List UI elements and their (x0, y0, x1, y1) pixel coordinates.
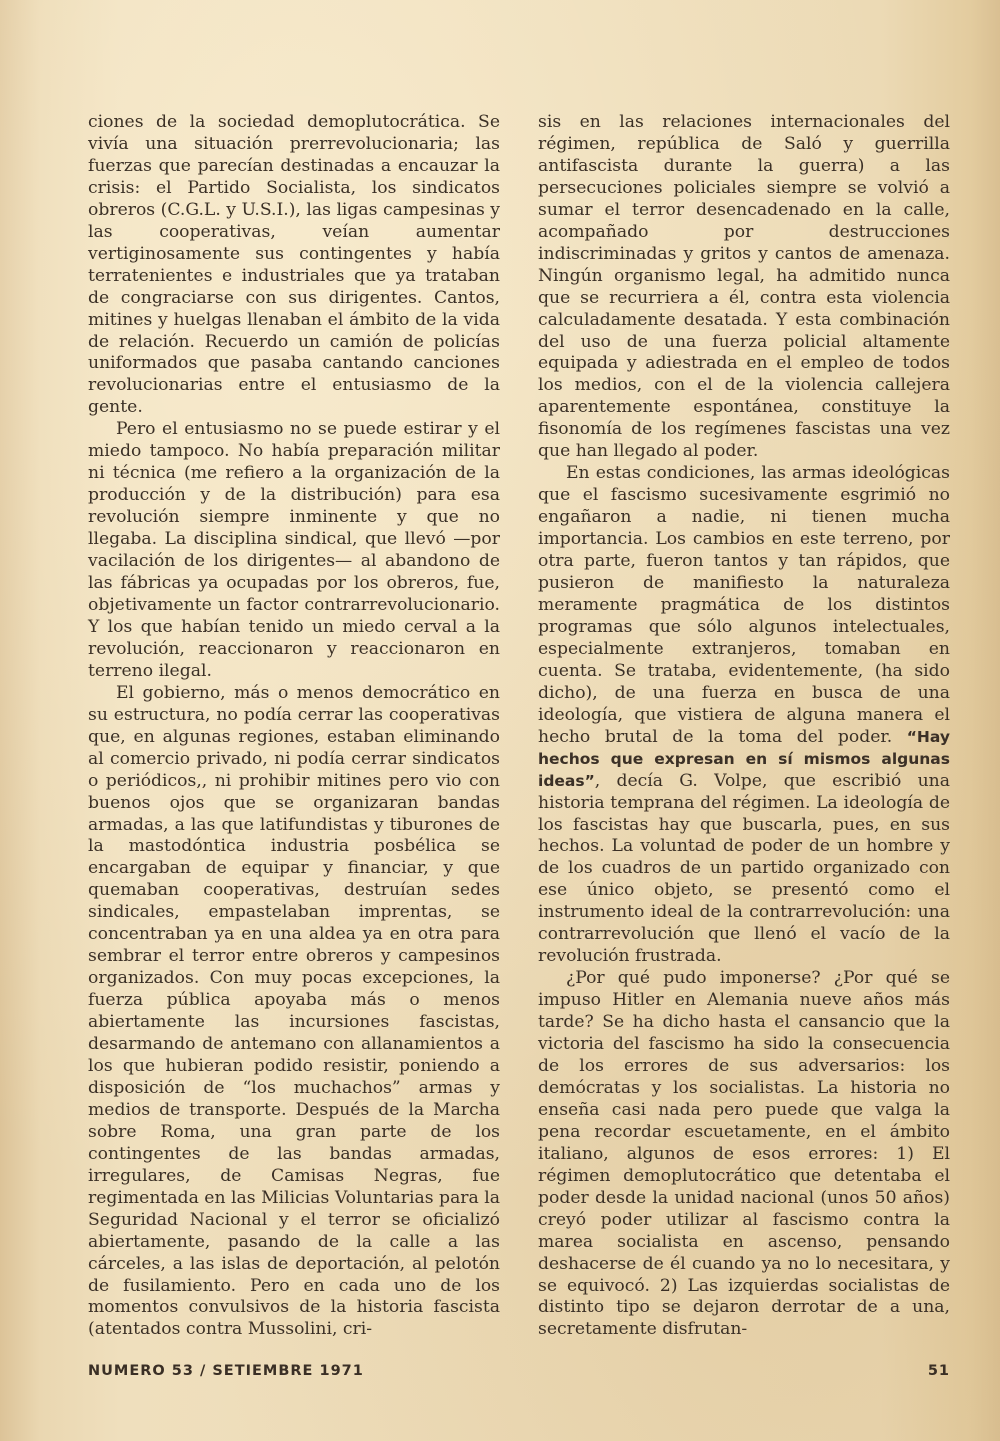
issue-label: NUMERO 53 / SETIEMBRE 1971 (88, 1363, 364, 1379)
page-number: 51 (927, 1363, 950, 1379)
paragraph: ciones de la sociedad demoplutocrática. Se vivía una situación prerrevolucionaria; las fuerzas que parecían destinadas a encauzar la crisis: el Partido Socialista, los sindicatos obreros (C.G.L. y U.S.I.), las ligas campesinas y las cooperativas, veían aumentar vertiginosamente sus contingentes y había terratenientes e industriales que ya trataban de congraciarse con sus dirigentes. Cantos, mitines y huelgas llenaban el ámbito de la vida de relación. Recuerdo un camión de policías uniformados que pasaba cantando canciones revolucionarias entre el entusiasmo de la gente. (88, 112, 500, 418)
paragraph: sis en las relaciones internacionales del régimen, república de Saló y guerrilla antifascista durante la guerra) a las persecuciones policiales siempre se volvió a sumar el terror desencadenado en la calle, acompañado por destrucciones indiscriminadas y gritos y cantos de amenaza. Ningún organismo legal, ha admitido nunca que se recurriera a él, contra esta violencia calculadamente desatada. Y esta combinación del uso de una fuerza policial altamente equipada y adiestrada en el empleo de todos los medios, con el de la violencia callejera aparentemente espontánea, constituye la fisonomía de los regímenes fascistas una vez que han llegado al poder. (538, 112, 950, 462)
paragraph-text: En estas condiciones, las armas ideológicas que el fascismo sucesivamente esgrimió no engañaron a nadie, ni tienen mucha importancia. Los cambios en este terreno, por otra parte, fueron tantos y tan rápidos, que pusieron de manifiesto la naturaleza meramente pragmática de los distintos programas que sólo algunos intelectuales, especialmente extranjeros, tomaban en cuenta. Se trataba, evidentemente, (ha sido dicho), de una fuerza en busca de una ideología, que vistiera de alguna manera el hecho brutal de la toma del poder. (538, 463, 950, 747)
paragraph-text: , decía G. Volpe, que escribió una historia temprana del régimen. La ideología de los fascistas hay que buscarla, pues, en sus hechos. La voluntad de poder de un hombre y de los cuadros de un partido organizado con ese único objeto, se presentó como el instrumento ideal de la contrarrevolución: una contrarrevolución que llenó el vacío de la revolución frustrada. (538, 770, 950, 967)
bold-quote: “Hay hechos que expresan en sí mismos algunas ideas” (538, 727, 950, 790)
right-text-column (538, 112, 950, 1341)
paragraph: ¿Por qué pudo imponerse? ¿Por qué se impuso Hitler en Alemania nueve años más tarde? Se ha dicho hasta el cansancio que la victoria del fascismo ha sido la consecuencia de los errores de sus adversarios: los demócratas y los socialistas. La historia no enseña casi nada pero puede que valga la pena recordar escuetamente, en el ámbito italiano, algunos de esos errores: 1) El régimen demoplutocrático que detentaba el poder desde la unidad nacional (unos 50 años) creyó poder utilizar al fascismo contra la marea socialista en ascenso, pensando deshacerse de él cuando ya no lo necesitara, y se equivocó. 2) Las izquierdas socialistas de distinto tipo se dejaron derrotar de a una, secretamente disfrutan- (538, 968, 950, 1340)
paragraph (538, 463, 950, 968)
page-footer (88, 1363, 950, 1387)
paragraph: El gobierno, más o menos democrático en su estructura, no podía cerrar las cooperativas que, en algunas regiones, estaban eliminando al comercio privado, ni podía cerrar sindicatos o periódicos,, ni prohibir mitines pero vio con buenos ojos que se organizaran bandas armadas, a las que latifundistas y tiburones de la mastodóntica industria posbélica se encargaban de equipar y financiar, y que quemaban cooperativas, destruían sedes sindicales, empastelaban imprentas, se concentraban ya en una aldea ya en otra para sembrar el terror entre obreros y campesinos organizados. Con muy pocas excepciones, la fuerza pública apoyaba más o menos abiertamente las incursiones fascistas, desarmando de antemano con allanamientos a los que hubieran podido resistir, poniendo a disposición de “los muchachos” armas y medios de transporte. Después de la Marcha sobre Roma, una gran parte de los contingentes de las bandas armadas, irregulares, de Camisas Negras, fue regimentada en las Milicias Voluntarias para la Seguridad Nacional y el terror se oficializó abiertamente, pasando de la calle a las cárceles, a las islas de deportación, al pelotón de fusilamiento. Pero en cada uno de los momentos convulsivos de la historia fascista (atentados contra Mussolini, cri- (88, 682, 500, 1340)
left-text-column (88, 112, 500, 1341)
paragraph: Pero el entusiasmo no se puede estirar y el miedo tampoco. No había preparación militar ni técnica (me refiero a la organización de la producción y de la distribución) para esa revolución siempre inminente y que no llegaba. La disciplina sindical, que llevó —por vacilación de los dirigentes— al abandono de las fábricas ya ocupadas por los obreros, fue, objetivamente un factor contrarrevolucionario. Y los que habían tenido un miedo cerval a la revolución, reaccionaron y reaccionaron en terreno ilegal. (88, 419, 500, 681)
